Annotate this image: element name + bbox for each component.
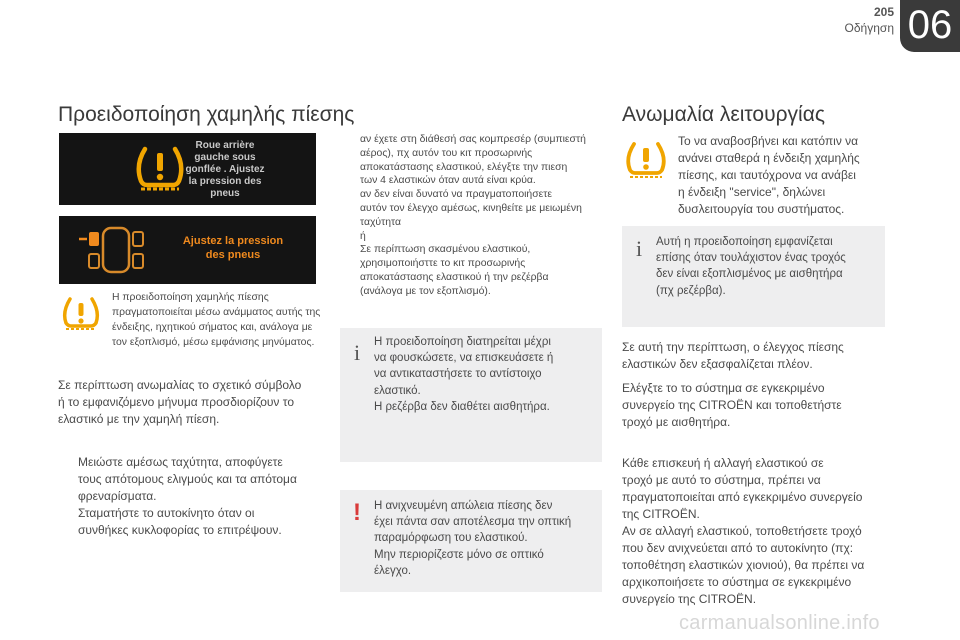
text-line: έχει πάντα σαν αποτέλεσμα την οπτική: [374, 516, 572, 529]
left-title: Προειδοποίηση χαμηλής πίεσης: [58, 103, 355, 126]
text-line: αυτόν τον έλεγχο αμέσως, κινηθείτε με μειωμένη: [360, 202, 582, 214]
watermark: carmanualsonline.info: [679, 612, 880, 634]
list-item: [340, 243, 610, 298]
text-line: Σε περίπτωση σκασμένου ελαστικού,: [360, 244, 531, 256]
right-title: Ανωμαλία λειτουργίας: [622, 103, 825, 126]
text-line: παραμόρφωση του ελαστικού.: [374, 532, 528, 545]
dashboard-panel-adjust-pressure: [59, 216, 316, 284]
text-line: επίσης όταν τουλάχιστον ένας τροχός: [656, 252, 846, 265]
text-line: Η προειδοποίηση χαμηλής πίεσης: [112, 292, 269, 303]
text-line: τροχό με αυτό το σύστημα, πρέπει να: [622, 473, 821, 487]
text-line: Σταματήστε το αυτοκίνητο όταν οι: [78, 506, 255, 520]
middle-bullet-list: [340, 133, 610, 299]
text-line: Το να αναβοσβήνει και κατόπιν να: [678, 134, 859, 148]
text-line: ελαστικών δεν εξασφαλίζεται πλέον.: [622, 357, 813, 371]
text-line: τον εξοπλισμό, μέσω εμφάνισης μηνύματος.: [112, 337, 315, 348]
chapter-tab: 06: [900, 0, 960, 52]
right-paragraph-1: [622, 339, 892, 373]
low-pressure-indicator-icon: [61, 296, 101, 330]
adjust-pressure-text: [163, 234, 303, 262]
text-line: δεν είναι εξοπλισμένος με αισθητήρα: [656, 268, 843, 281]
info-icon: i: [354, 340, 361, 365]
info-icon: i: [636, 236, 643, 261]
text-line: (πχ ρεζέρβα).: [656, 284, 726, 297]
section-title: Οδήγηση: [844, 21, 894, 35]
warning-icon: !: [353, 499, 361, 526]
text-line: ή: [360, 230, 366, 242]
text-line: δυσλειτουργία του συστήματος.: [678, 202, 845, 216]
text-line: Η προειδοποίηση διατηρείται μέχρι: [374, 336, 551, 348]
text-line: αποκατάστασης ελαστικού, ελέγξτε την πιεση: [360, 161, 568, 173]
text-line: gauche sous: [194, 152, 256, 163]
list-item: [58, 454, 328, 505]
text-line: Ελέγξτε το το σύστημα σε εγκεκριμένο: [622, 381, 825, 395]
text-line: η ένδειξη "service", δηλώνει: [678, 185, 826, 199]
text-line: χρησιμοποιήσττε το κιτ προσωρινής: [360, 258, 526, 270]
text-line: Μην περιορίζεστε μόνο σε οπτικό: [374, 548, 544, 561]
text-line: πίεσης, και ταυτόχρονα να ανάβει: [678, 168, 856, 182]
left-bullet-list: [58, 454, 328, 539]
low-pressure-indicator-icon: [624, 140, 668, 178]
text-line: gonflée . Ajustez: [185, 164, 265, 175]
text-line: πραγματοποιείται από εγκεκριμένο συνεργείο: [622, 490, 863, 504]
right-paragraph-3: [622, 455, 892, 608]
text-line: τροχό με αισθητήρα.: [622, 415, 731, 429]
text-line: αποκατάστασης ελαστικού ή την ρεζέρβα: [360, 271, 549, 283]
text-line: να αντικαταστήσετε το αντίστοιχο: [374, 368, 542, 381]
text-line: αν έχετε στη διάθεσή σας κομπρεσέρ (συμπιεστή: [360, 134, 586, 145]
text-line: τους απότομους ελιγμούς και τα απότομα: [78, 472, 297, 486]
text-line: Σε περίπτωση ανωμαλίας το σχετικό σύμβολο: [58, 378, 302, 392]
text-line: ταχύτητα: [360, 216, 401, 228]
text-line: Η ρεζέρβα δεν διαθέτει αισθητήρα.: [374, 400, 550, 413]
text-line: συνθήκες κυκλοφορίας το επιτρέψουν.: [78, 523, 282, 537]
text-line: Κάθε επισκευή ή αλλαγή ελαστικού σε: [622, 456, 824, 470]
bullet-marker: [58, 454, 78, 505]
left-paragraph: [58, 377, 328, 428]
text-line: ελαστικό.: [374, 384, 421, 397]
bullet-marker: [340, 133, 360, 243]
icon-caption: [112, 290, 322, 350]
text-line: (ανάλογα με τον εξοπλισμό).: [360, 285, 491, 297]
text-line: ανάνει σταθερά η ένδειξη χαμηλής: [678, 151, 860, 165]
text-line: πραγματοποιείται μέσω ανάμματος αυτής της: [112, 307, 321, 318]
text-line: αέρος), πχ αυτόν του κιτ προσωρινής: [360, 147, 533, 159]
text-line: ένδειξης, ηχητικού σήματος και, ανάλογα με: [112, 322, 313, 333]
page-number: 205: [873, 5, 894, 19]
text-line: Η ανιχνευμένη απώλεια πίεσης δεν: [374, 500, 553, 512]
text-line: αν δεν είναι δυνατό να πραγματοποιήσετε: [360, 189, 552, 201]
info-note-box: [622, 226, 885, 327]
info-note-box: [340, 328, 602, 462]
text-line: Αν σε αλλαγή ελαστικού, τοποθετήσετε τροχό: [622, 524, 862, 538]
text-line: ή το εμφανιζόμενο μήνυμα προσδιορίζουν το: [58, 395, 295, 409]
right-paragraph-2: [622, 380, 892, 431]
text-line: Σε αυτή την περίπτωση, ο έλεγχος πίεσης: [622, 340, 844, 354]
text-line: la pression des: [188, 176, 262, 187]
text-line: συνεργείο της CITROËN και τοποθετήστε: [622, 398, 842, 412]
text-line: της CITROËN.: [622, 507, 700, 521]
text-line: Roue arrière: [195, 140, 255, 151]
bullet-marker: [340, 243, 360, 298]
text-line: des pneus: [205, 249, 261, 261]
text-line: Ajustez la pression: [182, 235, 284, 247]
text-line: να φουσκώσετε, να επισκευάσετε ή: [374, 352, 554, 365]
text-line: pneus: [210, 188, 240, 199]
text-line: ελαστικό με την χαμηλή πίεση.: [58, 412, 220, 426]
right-intro: [678, 133, 888, 218]
text-line: Μειώστε αμέσως ταχύτητα, αποφύγετε: [78, 455, 283, 469]
text-line: Αυτή η προειδοποίηση εμφανίζεται: [656, 236, 833, 248]
car-tyre-diagram-icon: [75, 224, 157, 276]
text-line: αρχικοποιήσετε το σύστημα σε εγκεκριμένο: [622, 575, 852, 589]
text-line: φρεναρίσματα.: [78, 489, 157, 503]
tyre-message-text: [167, 140, 283, 200]
list-item: [340, 133, 610, 243]
list-item: [58, 505, 328, 539]
text-line: των 4 ελαστικών όταν αυτά είναι κρύα.: [360, 175, 536, 187]
text-line: συνεργείο της CITROËN.: [622, 592, 757, 606]
warning-note-box: [340, 490, 602, 592]
dashboard-panel-tyre-message: [59, 133, 316, 205]
text-line: έλεγχο.: [374, 564, 412, 577]
text-line: τοποθέτηση ελαστικών χιονιού), θα πρέπει να: [622, 558, 865, 572]
bullet-marker: [58, 505, 78, 539]
text-line: που δεν ανιχνεύεται από το αυτοκίνητο (πχ:: [622, 541, 854, 555]
